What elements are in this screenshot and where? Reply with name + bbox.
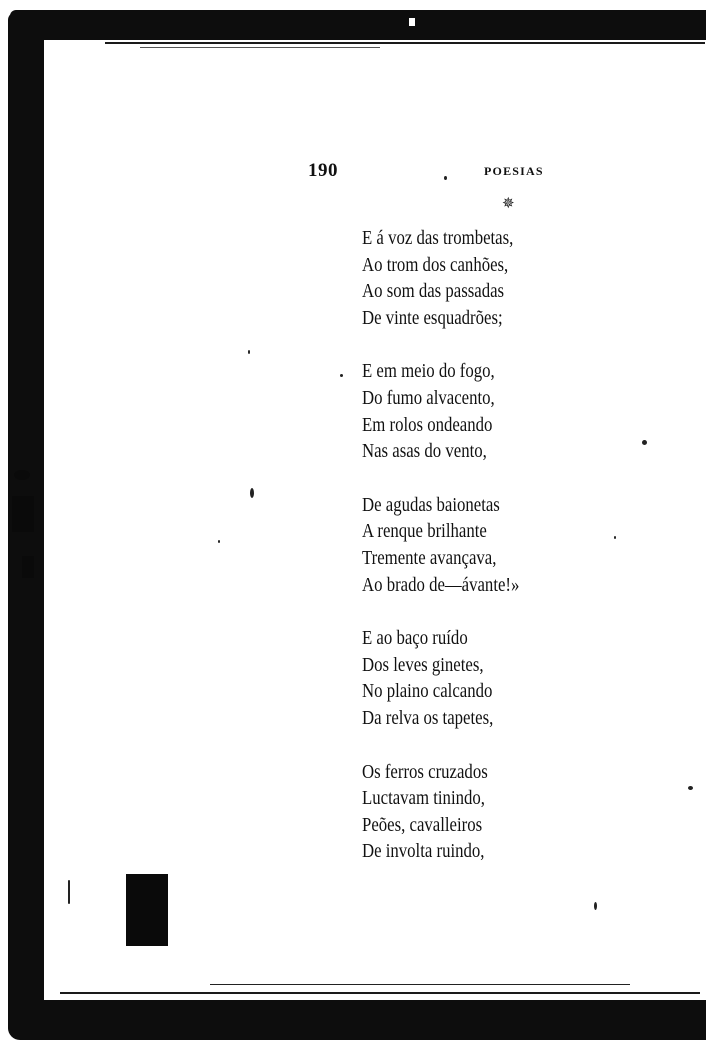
verse-line: Peões, cavalleiros (362, 814, 483, 836)
stanza (362, 760, 662, 866)
speck (340, 374, 343, 377)
stanza (362, 493, 662, 599)
speck (248, 350, 250, 354)
bottom-rule-thin (210, 984, 630, 985)
margin-mark (22, 556, 34, 578)
scan-border-bottom (8, 1000, 706, 1040)
verse-line: De involta ruindo, (362, 841, 485, 863)
poem (362, 226, 662, 893)
top-rule-thin (140, 47, 380, 48)
verse-line: Em rolos ondeando (362, 414, 493, 436)
speck (594, 902, 597, 910)
speck (250, 488, 254, 498)
margin-mark (14, 470, 30, 480)
speck (218, 540, 220, 543)
verse-line: Nas asas do vento, (362, 441, 487, 463)
verse-line: Os ferros cruzados (362, 761, 488, 783)
scan-border-top (10, 10, 706, 40)
verse-line: Ao som das passadas (362, 281, 505, 303)
ink-smudge (126, 874, 168, 946)
stanza (362, 626, 662, 732)
verse-line: Dos leves ginetes, (362, 654, 484, 676)
margin-mark (12, 496, 34, 532)
speck (688, 786, 693, 790)
ornament-icon: ✵ (502, 196, 515, 212)
verse-line: No plaino calcando (362, 681, 493, 703)
verse-line: De agudas baionetas (362, 494, 500, 516)
verse-line: Tremente avançava, (362, 547, 497, 569)
bottom-rule (60, 992, 700, 994)
stanza (362, 226, 662, 332)
verse-line: E ao baço ruído (362, 628, 468, 650)
verse-line: E á voz das trombetas, (362, 228, 514, 249)
page-header (308, 160, 568, 182)
speck (68, 880, 70, 904)
verse-line: Ao brado de—ávante!» (362, 574, 520, 596)
verse-line: Do fumo alvacento, (362, 387, 495, 409)
page-number: 190 (308, 160, 338, 181)
stanza (362, 359, 662, 465)
verse-line: Luctavam tinindo, (362, 788, 485, 810)
verse-line: Ao trom dos canhões, (362, 254, 509, 276)
verse-line: E em meio do fogo, (362, 361, 495, 383)
verse-line: Da relva os tapetes, (362, 707, 494, 729)
top-rule (105, 42, 705, 44)
top-notch (409, 18, 415, 26)
verse-line: De vinte esquadrões; (362, 307, 503, 329)
verse-line: A renque brilhante (362, 521, 487, 543)
running-head: POESIAS (484, 164, 544, 178)
